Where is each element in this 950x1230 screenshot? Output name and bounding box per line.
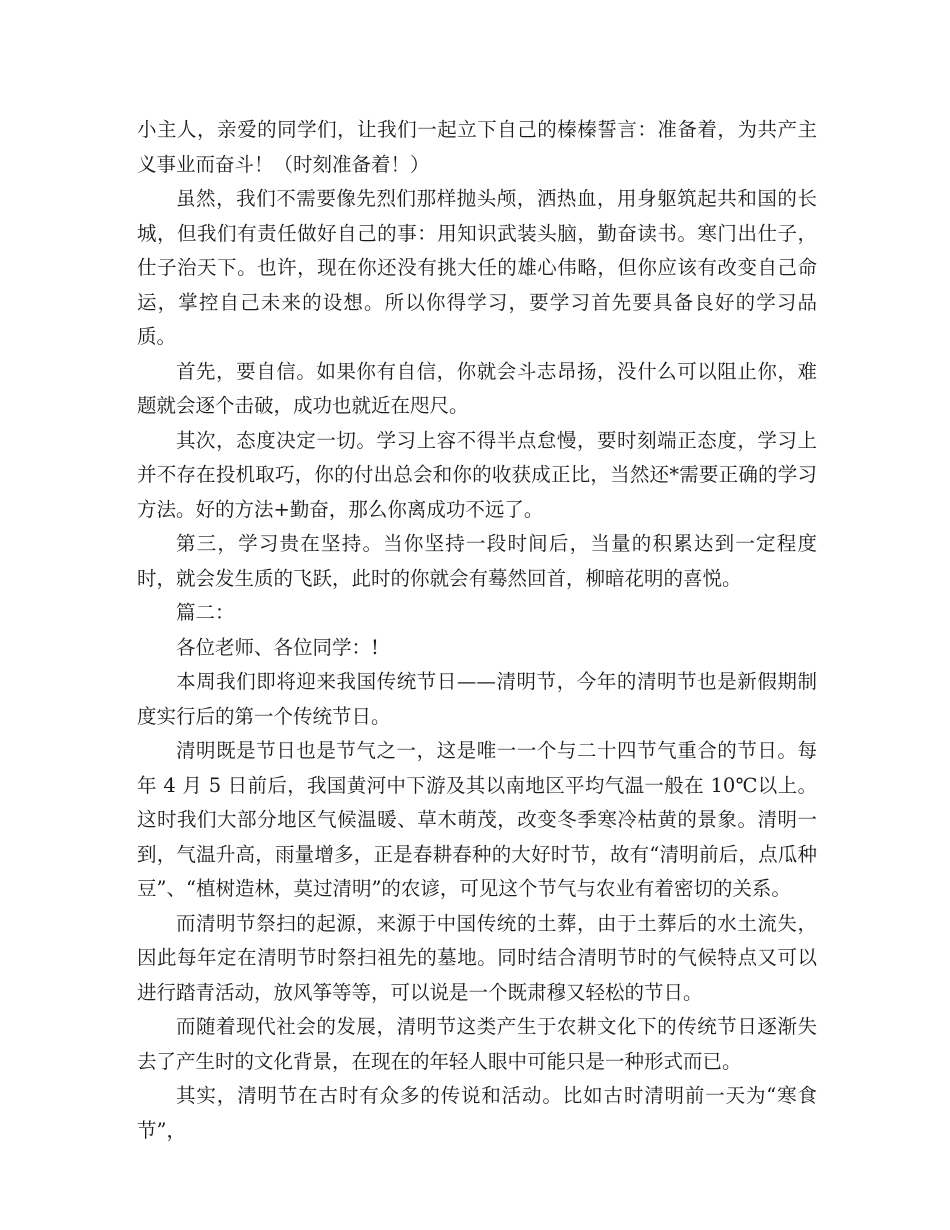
paragraph: 第三，学习贵在坚持。当你坚持一段时间后，当量的积累达到一定程度时，就会发生质的飞跃，此时的你就会有蓦然回首，柳暗花明的喜悦。 — [137, 532, 817, 590]
paragraph: 首先，要自信。如果你有自信，你就会斗志昂扬，没什么可以阻止你，难题就会逐个击破，成功也就近在咫尺。 — [137, 359, 817, 417]
paragraph: 小主人，亲爱的同学们，让我们一起立下自己的榛榛誓言：准备着，为共产主义事业而奋斗！（时刻准备着！） — [137, 118, 817, 176]
paragraph: 其次，态度决定一切。学习上容不得半点怠慢，要时刻端正态度，学习上并不存在投机取巧，你的付出总会和你的收获成正比，当然还*需要正确的学习方法。好的方法+勤奋，那么你离成功不远了。 — [137, 428, 817, 521]
paragraph: 而随着现代社会的发展，清明节这类产生于农耕文化下的传统节日逐渐失去了产生时的文化背景，在现在的年轻人眼中可能只是一种形式而已。 — [137, 1015, 817, 1073]
document-body — [137, 113, 817, 1148]
paragraph: 本周我们即将迎来我国传统节日——清明节，今年的清明节也是新假期制度实行后的第一个传统节日。 — [137, 670, 817, 728]
section-heading: 篇二： — [176, 601, 235, 624]
salutation: 各位老师、各位同学：! — [176, 635, 379, 659]
paragraph: 其实，清明节在古时有众多的传说和活动。比如古时清明前一天为“寒食节”， — [137, 1084, 817, 1142]
paragraph: 虽然，我们不需要像先烈们那样抛头颅，洒热血，用身躯筑起共和国的长城，但我们有责任做好自己的事：用知识武装头脑，勤奋读书。寒门出仕子，仕子治天下。也许，现在你还没有挑大任的雄心伟略，但你应该有改变自己命运，掌控自己未来的设想。所以你得学习，要学习首先要具备良好的学习品质。 — [137, 187, 817, 348]
paragraph: 而清明节祭扫的起源，来源于中国传统的土葬，由于土葬后的水土流失，因此每年定在清明节时祭扫祖先的墓地。同时结合清明节时的气候特点又可以进行踏青活动，放风筝等等，可以说是一个既肃穆又轻松的节日。 — [137, 911, 817, 1004]
paragraph: 清明既是节日也是节气之一，这是唯一一个与二十四节气重合的节日。每年 4 月 5 日前后，我国黄河中下游及其以南地区平均气温一般在 10℃以上。这时我们大部分地区气候温暖、草木萌茂，改变冬季寒冷枯黄的景象。清明一到，气温升高，雨量增多，正是春耕春种的大好时节，故有“清明前后，点瓜种豆”、“植树造林，莫过清明”的农谚，可见这个节气与农业有着密切的关系。 — [137, 739, 817, 900]
